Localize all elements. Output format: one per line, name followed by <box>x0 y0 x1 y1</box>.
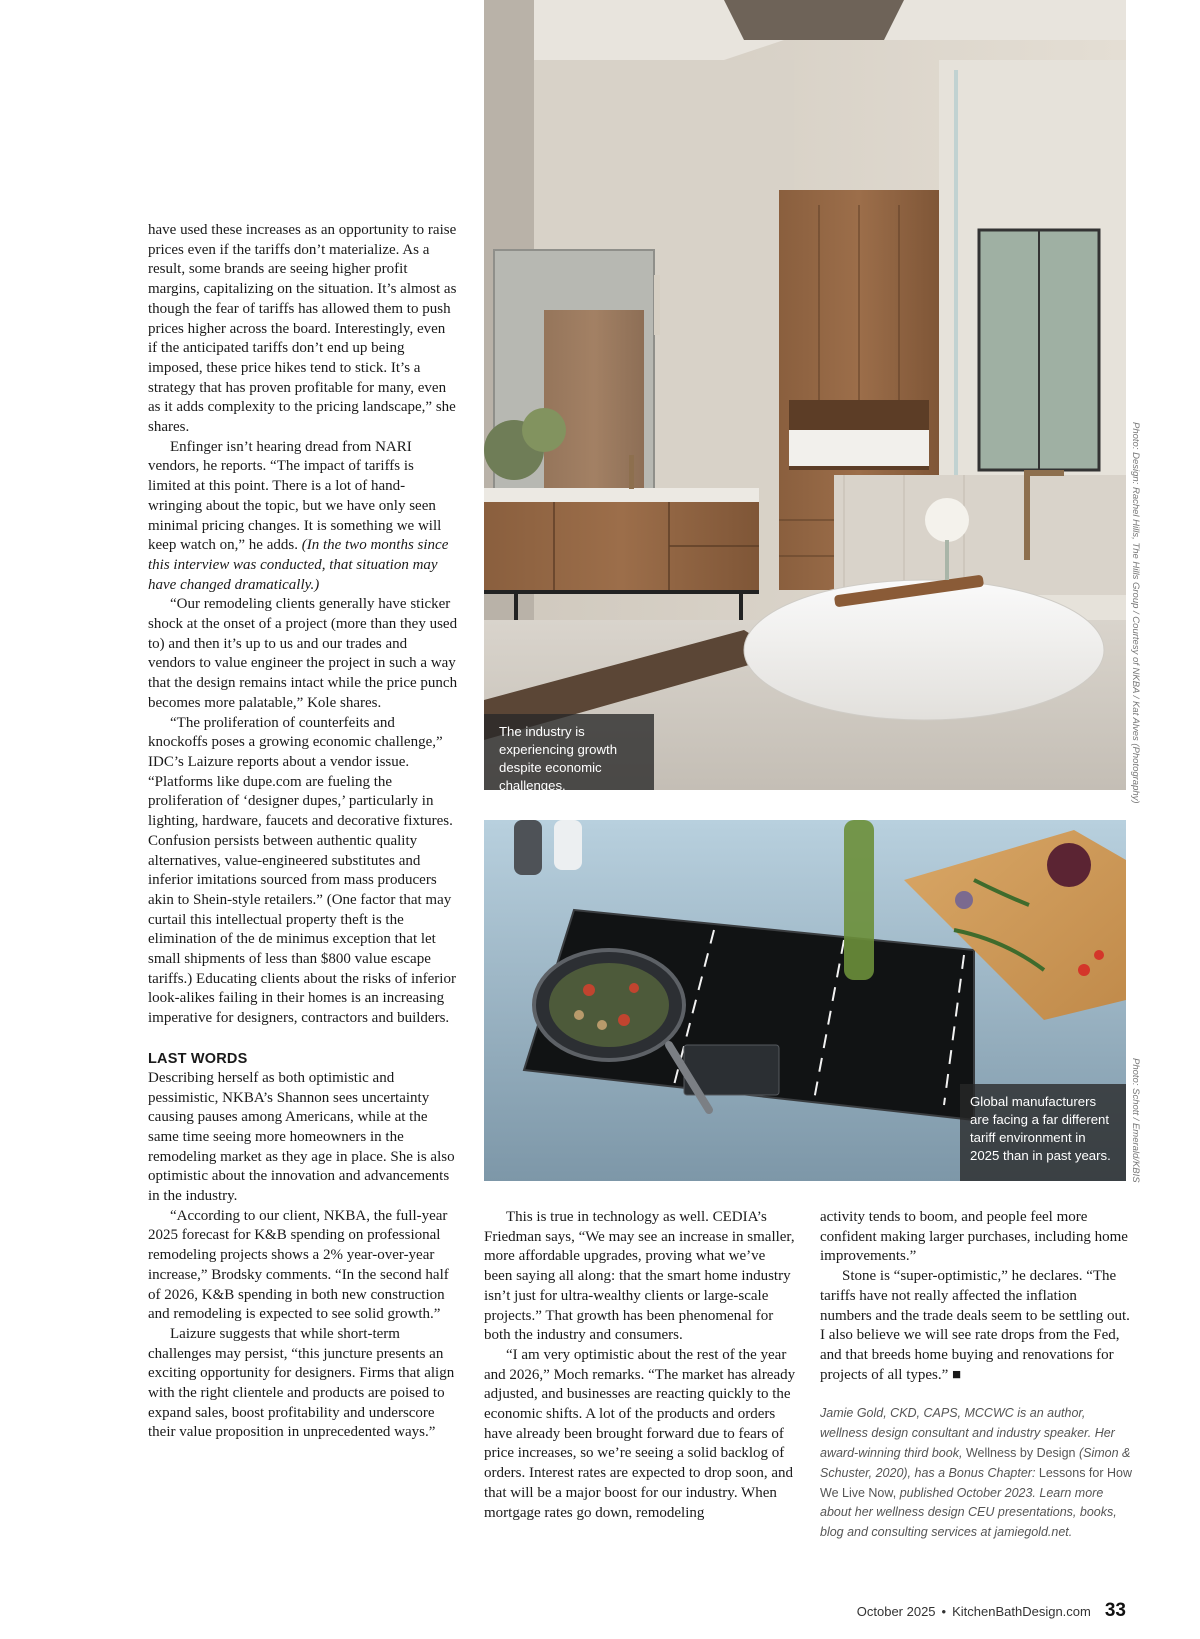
paragraph: “I am very optimistic about the rest of the year and 2026,” Moch remarks. “The market has already adjusted, and businesses are reacting quickly to the economic shifts. A lot of the products and orders have already been brought forward due to fears of price increases, so we’re seeing a solid backlog of orders. Interest rates are expected to drop soon, and that will be a major boost for our industry. When mortgage rates go down, remodeling <box>484 1346 796 1521</box>
page-number: 33 <box>1104 1600 1126 1621</box>
paragraph-text: Enfinger isn’t hearing dread from NARI vendors, he reports. “The impact of tariffs is limited at this point. There is a lot of hand-wringing about the topic, but we have only seen minimal pricing changes. It is something we will keep watch on,” he adds. <box>148 438 442 554</box>
paragraph: Describing herself as both optimistic and pessimistic, NKBA’s Shannon sees uncertainty causing pauses among Americans, while at the same time seeing more homeowners in the remodeling market as they age in place. She is also optimistic about the innovation and advancements in the industry. <box>148 1069 455 1205</box>
article-column-3 <box>820 1208 1132 1543</box>
cooktop-caption: Global manufacturers are facing a far different tariff environment in 2025 than in past years. <box>960 1084 1126 1181</box>
paragraph: “According to our client, NKBA, the full-year 2025 forecast for K&B spending on professional remodeling projects shows a 2% year-over-year increase,” Brodsky comments. “In the second half of 2026, K&B spending in both new construction and remodeling is expected to see solid growth.” <box>148 1207 449 1323</box>
paragraph <box>148 438 458 596</box>
section-subhead: LAST WORDS <box>148 1050 248 1067</box>
bathroom-photo-credit: Photo: Design: Rachel Hills, The Hills Group / Courtesy of NKBA / Kat Alves (Photography) <box>1130 422 1141 804</box>
paragraph: “Our remodeling clients generally have sticker shock at the onset of a project (more than they used to) and then it’s up to us and our trades and vendors to value engineer the project in such a way that the design remains intact while the price punch becomes more palatable,” Kole shares. <box>148 596 458 711</box>
paragraph: “The proliferation of counterfeits and knockoffs poses a growing economic challenge,” IDC’s Laizure reports about a vendor issue. “Platforms like dupe.com are fueling the proliferation of ‘designer dupes,’ particularly in lighting, hardware, faucets and decorative fixtures. Confusion persists between authentic quality alternatives, value-engineered substitutes and inferior imitations sourced from mass producers akin to Shein-style retailers.” (One factor that may curtail this intellectual property theft is the elimination of the de minimus exception that let small shipments of less than $800 value escape tariffs.) Educating clients about the risks of inferior look-alikes failing in their homes is an increasing imperative for designers, contractors and builders. <box>148 714 456 1027</box>
bathroom-illustration <box>484 0 1126 790</box>
article-column-2 <box>484 1208 796 1523</box>
issue-date: October 2025 <box>856 1604 936 1619</box>
italic-aside: (In the two months since this interview was conducted, that situation may have changed dramatically.) <box>148 537 449 593</box>
bio-text: (Simon & Schuster, 2020), has a Bonus Chapter: <box>820 1445 1131 1480</box>
book-title: Wellness by Design <box>965 1445 1076 1460</box>
paragraph: Laizure suggests that while short-term challenges may persist, “this juncture presents an exciting opportunity for designers. Firms that align with the right clientele and products are poised to expand sales, boost profitability and underscore their value proposition in unprecedented ways.” <box>148 1325 455 1441</box>
article-column-1 <box>148 221 458 1443</box>
paragraph: This is true in technology as well. CEDIA’s Friedman says, “We may see an increase in smaller, more affordable upgrades, proving what we’ve been saying all along: that the smart home industry isn’t just for ultra-wealthy clients or large-scale projects.” That growth has been phenomenal for both the industry and consumers. <box>484 1209 795 1344</box>
paragraph: have used these increases as an opportunity to raise prices even if the tariffs don’t materialize. As a result, some brands are seeing higher profit margins, capitalizing on the situation. It’s almost as though the fear of tariffs has allowed them to push prices higher across the board. Interestingly, even if the anticipated tariffs don’t end up being imposed, these price hikes tend to stick. It’s a strategy that has proven profitable for many, even as it adds complexity to the pricing landscape,” she shares. <box>148 222 457 436</box>
page-footer <box>857 1600 1126 1622</box>
author-bio <box>820 1404 1132 1543</box>
bio-text: published October 2023. Learn more about her wellness design CEU presentations, books, blog and consulting services at jamiegold.net. <box>820 1485 1117 1540</box>
paragraph: Stone is “super-optimistic,” he declares. “The tariffs have not really affected the inflation numbers and the trade deals seem to be settling out. I also believe we will see rate drops from the Fed, and that breeds home buying and renovations for projects of all types.” ■ <box>820 1268 1130 1383</box>
footer-bullet: • <box>941 1604 947 1619</box>
paragraph: activity tends to boom, and people feel more confident making larger purchases, including home improvements.” <box>820 1209 1128 1265</box>
chapter-title: Lessons for How We Live Now, <box>820 1465 1133 1500</box>
bio-text: Jamie Gold, CKD, CAPS, MCCWC is an author, wellness design consultant and industry speaker. Her award-winning third book, <box>820 1406 1115 1460</box>
site-name: KitchenBathDesign.com <box>952 1604 1091 1619</box>
cooktop-photo-credit: Photo: Schott / Emerald/KBIS <box>1130 1058 1141 1183</box>
bathroom-photo <box>484 0 1126 790</box>
bathroom-caption: The industry is experiencing growth despite economic challenges. <box>484 714 654 790</box>
